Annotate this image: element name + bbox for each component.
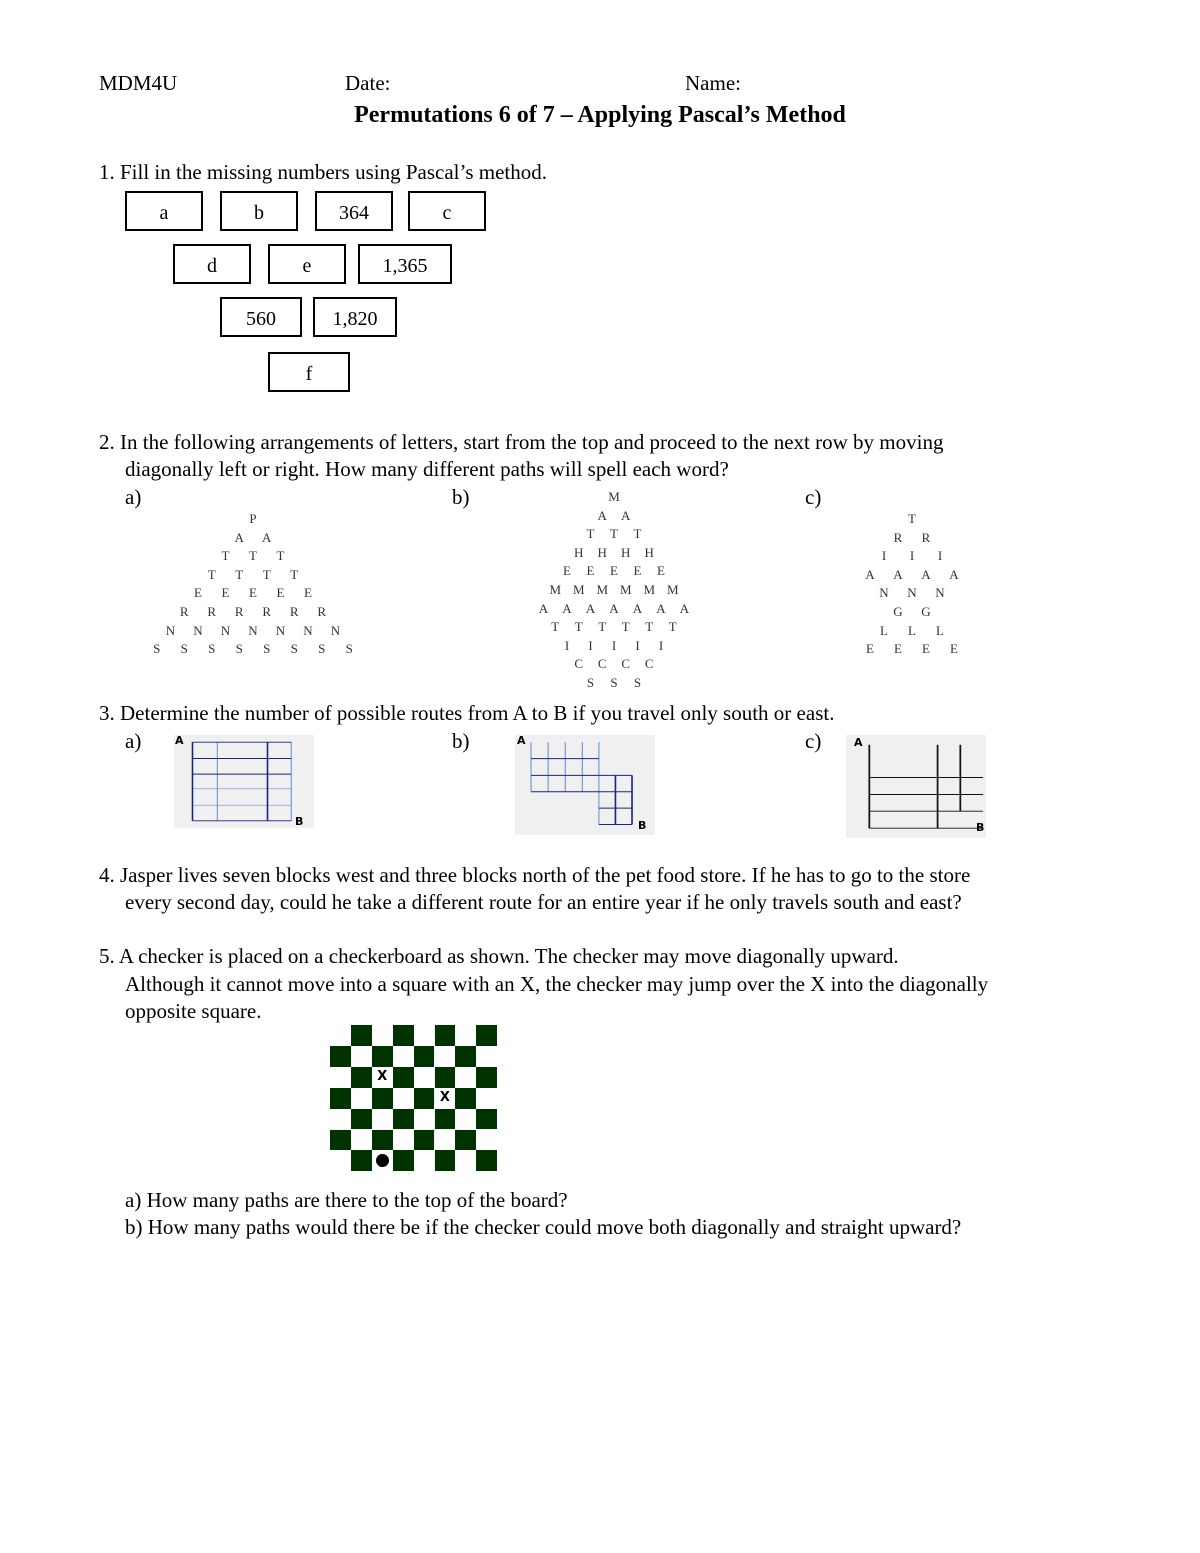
light-square <box>476 1130 497 1151</box>
pyramid-letter: E <box>304 585 312 601</box>
pyramid-letter: I <box>937 548 943 564</box>
light-square <box>330 1109 351 1130</box>
pyramid-letter: I <box>635 637 640 653</box>
pyramid-letter: E <box>950 641 958 657</box>
light-square <box>476 1046 497 1067</box>
q2-label-c: c) <box>805 485 822 509</box>
pyramid-row <box>103 603 403 622</box>
course-code: MDM4U <box>99 71 178 95</box>
dark-square <box>372 1046 393 1067</box>
pyramid-letter: M <box>608 489 620 504</box>
light-square <box>455 1067 476 1088</box>
pyramid-row <box>464 600 764 619</box>
light-square <box>393 1046 414 1067</box>
pyramid-row <box>762 622 1062 641</box>
pyramid-letter: T <box>249 548 257 564</box>
light-square <box>455 1025 476 1046</box>
pascal-box: e <box>268 244 346 284</box>
pyramid-letter: R <box>289 603 299 619</box>
pyramid-letter: R <box>234 603 244 619</box>
pyramid-letter: R <box>893 529 903 545</box>
checkerboard <box>330 1025 497 1171</box>
pyramid-letter: E <box>586 563 595 579</box>
dark-square <box>435 1025 456 1046</box>
pyramid-letter: H <box>574 544 584 560</box>
pyramid-letter: C <box>574 656 584 672</box>
route-grid-b <box>515 735 655 835</box>
dark-square <box>455 1088 476 1109</box>
dark-square <box>435 1150 456 1171</box>
light-square <box>393 1130 414 1151</box>
start-point-a: A <box>175 734 184 747</box>
pyramid-letter: S <box>345 641 353 657</box>
page-title: Permutations 6 of 7 – Applying Pascal’s Method <box>354 102 846 128</box>
light-square <box>372 1025 393 1046</box>
pyramid-letter: E <box>221 585 230 601</box>
q5-text-line3: opposite square. <box>125 999 262 1023</box>
q2-label-a: a) <box>125 485 142 509</box>
light-square <box>414 1150 435 1171</box>
q4-text-line1: 4. Jasper lives seven blocks west and three blocks north of the pet food store. If he has to go to the store <box>99 863 971 887</box>
dark-square <box>372 1088 393 1109</box>
pyramid-letter: L <box>880 622 888 638</box>
light-square <box>351 1046 372 1067</box>
pyramid-letter: R <box>921 529 931 545</box>
dark-square <box>330 1046 351 1067</box>
pyramid-row <box>464 674 764 693</box>
pyramid-letter: S <box>208 641 216 657</box>
dark-square <box>455 1046 476 1067</box>
q1-text: 1. Fill in the missing numbers using Pascal’s method. <box>99 160 547 184</box>
pyramid-letter: N <box>193 622 203 638</box>
pyramid-letter: E <box>610 563 618 579</box>
pyramid-letter: M <box>549 581 562 597</box>
letter-pyramid-c <box>762 510 1062 659</box>
q4-text-line2: every second day, could he take a different route for an entire year if he only travels south and east? <box>125 890 962 914</box>
pyramid-letter: N <box>879 585 889 601</box>
pyramid-letter: E <box>633 563 642 579</box>
pyramid-letter: E <box>922 641 930 657</box>
pyramid-letter: A <box>538 600 549 616</box>
pyramid-letter: S <box>263 641 271 657</box>
pascal-box: 364 <box>315 191 393 231</box>
pyramid-letter: H <box>644 544 654 560</box>
pyramid-letter: A <box>621 507 631 523</box>
pyramid-letter: R <box>179 603 189 619</box>
pyramid-letter: A <box>234 529 244 545</box>
pyramid-letter: N <box>935 585 945 601</box>
pyramid-letter: A <box>609 600 619 616</box>
pyramid-row <box>464 655 764 674</box>
pyramid-row <box>464 581 764 600</box>
pyramid-letter: T <box>551 619 560 635</box>
pyramid-letter: T <box>668 619 677 635</box>
pyramid-letter: T <box>633 526 642 542</box>
pyramid-letter: A <box>949 566 959 582</box>
dark-square <box>330 1130 351 1151</box>
pyramid-letter: I <box>909 548 915 564</box>
dark-square <box>330 1088 351 1109</box>
pyramid-letter: A <box>262 529 272 545</box>
pyramid-letter: P <box>249 511 257 526</box>
pyramid-row <box>464 562 764 581</box>
pascal-box: 560 <box>220 297 302 337</box>
light-square <box>351 1088 372 1109</box>
pyramid-letter: A <box>921 566 931 582</box>
pyramid-letter: I <box>564 637 570 653</box>
pyramid-letter: N <box>248 622 258 638</box>
pyramid-letter: T <box>586 526 595 542</box>
light-square <box>414 1025 435 1046</box>
pyramid-row <box>464 618 764 637</box>
dark-square <box>435 1109 456 1130</box>
dark-square <box>476 1025 497 1046</box>
q3-label-a: a) <box>125 729 142 753</box>
pyramid-letter: M <box>619 581 632 597</box>
dark-square <box>393 1025 414 1046</box>
q5a-text: a) How many paths are there to the top of the board? <box>125 1188 568 1212</box>
pyramid-letter: C <box>644 656 654 672</box>
pyramid-letter: E <box>276 585 285 601</box>
dark-square <box>393 1109 414 1130</box>
pyramid-letter: I <box>658 637 664 653</box>
pyramid-letter: A <box>865 566 875 582</box>
light-square <box>330 1150 351 1171</box>
pascal-box: f <box>268 352 350 392</box>
dark-square <box>351 1067 372 1088</box>
pyramid-row <box>103 566 403 585</box>
pyramid-letter: T <box>221 548 230 564</box>
start-point-a: A <box>854 736 863 749</box>
pyramid-letter: N <box>220 622 231 638</box>
end-point-b: B <box>295 815 304 828</box>
pyramid-letter: C <box>597 656 607 672</box>
light-square <box>372 1109 393 1130</box>
light-square <box>330 1025 351 1046</box>
route-grid-c <box>846 735 986 838</box>
light-square <box>476 1088 497 1109</box>
pyramid-letter: S <box>153 641 161 657</box>
dark-square <box>414 1046 435 1067</box>
name-label: Name: <box>685 71 741 95</box>
q5-text-line1: 5. A checker is placed on a checkerboard as shown. The checker may move diagonally upward. <box>99 944 899 968</box>
dark-square <box>414 1130 435 1151</box>
pyramid-letter: N <box>275 622 286 638</box>
pyramid-letter: C <box>621 656 631 672</box>
pyramid-letter: L <box>936 622 944 638</box>
pyramid-letter: T <box>276 548 285 564</box>
light-square <box>455 1109 476 1130</box>
pyramid-letter: S <box>290 641 298 657</box>
route-grid-a <box>174 735 314 828</box>
pyramid-row <box>762 584 1062 603</box>
pyramid-letter: A <box>585 600 596 616</box>
pyramid-letter: S <box>318 641 326 657</box>
q3-text: 3. Determine the number of possible routes from A to B if you travel only south or east. <box>99 701 835 725</box>
light-square <box>351 1130 372 1151</box>
pyramid-letter: I <box>881 548 887 564</box>
blocked-square-x: X <box>372 1067 393 1088</box>
q5-text-line2: Although it cannot move into a square with an X, the checker may jump over the X into the diagonally <box>125 972 989 996</box>
pyramid-letter: T <box>207 566 216 582</box>
q2-text-line2: diagonally left or right. How many different paths will spell each word? <box>125 457 729 481</box>
dark-square <box>455 1130 476 1151</box>
pyramid-letter: R <box>207 603 217 619</box>
q3-label-c: c) <box>805 729 822 753</box>
letter-pyramid-b <box>464 488 764 693</box>
pyramid-letter: E <box>866 641 874 657</box>
dark-square <box>393 1150 414 1171</box>
dark-square <box>351 1150 372 1171</box>
pyramid-letter: A <box>632 600 643 616</box>
dark-square <box>476 1109 497 1130</box>
pyramid-letter: T <box>621 619 630 635</box>
pascal-box: 1,820 <box>313 297 397 337</box>
pyramid-row <box>464 544 764 563</box>
dark-square <box>393 1067 414 1088</box>
dark-square <box>476 1150 497 1171</box>
dark-square <box>372 1130 393 1151</box>
pyramid-letter: A <box>562 600 572 616</box>
dark-square <box>414 1088 435 1109</box>
q3-label-b: b) <box>452 729 470 753</box>
dark-square <box>435 1067 456 1088</box>
date-label: Date: <box>345 71 391 95</box>
pyramid-letter: H <box>597 544 607 560</box>
pyramid-row <box>103 529 403 548</box>
q5b-text: b) How many paths would there be if the checker could move both diagonally and straight upward? <box>125 1215 962 1239</box>
light-square <box>414 1067 435 1088</box>
pyramid-letter: E <box>249 585 257 601</box>
pyramid-row <box>103 640 403 659</box>
end-point-b: B <box>638 819 647 832</box>
pyramid-letter: T <box>645 619 654 635</box>
light-square <box>455 1150 476 1171</box>
pyramid-letter: T <box>610 526 618 542</box>
pyramid-letter: T <box>574 619 583 635</box>
pyramid-row <box>762 603 1062 622</box>
pascal-box: 1,365 <box>358 244 452 284</box>
pyramid-letter: S <box>586 674 595 690</box>
pyramid-letter: M <box>643 581 656 597</box>
pyramid-letter: T <box>235 566 244 582</box>
pyramid-letter: H <box>621 544 631 560</box>
light-square <box>393 1088 414 1109</box>
pyramid-row <box>762 640 1062 659</box>
start-point-a: A <box>517 734 526 747</box>
pyramid-row <box>103 622 403 641</box>
pyramid-row <box>762 510 1062 529</box>
pyramid-row <box>464 488 764 507</box>
pyramid-letter: M <box>666 581 679 597</box>
pyramid-row <box>762 547 1062 566</box>
pyramid-letter: A <box>679 600 690 616</box>
pyramid-letter: A <box>656 600 666 616</box>
pyramid-letter: M <box>596 581 609 597</box>
pyramid-letter: R <box>317 603 327 619</box>
pyramid-letter: E <box>563 563 571 579</box>
pyramid-row <box>103 510 403 529</box>
pyramid-row <box>103 547 403 566</box>
pyramid-letter: T <box>598 619 607 635</box>
light-square <box>435 1046 456 1067</box>
q2-text-line1: 2. In the following arrangements of letters, start from the top and proceed to the next row by moving <box>99 430 944 454</box>
light-square <box>435 1130 456 1151</box>
pyramid-letter: T <box>262 566 271 582</box>
pyramid-letter: R <box>262 603 272 619</box>
light-square <box>330 1067 351 1088</box>
pyramid-letter: M <box>572 581 585 597</box>
pyramid-row <box>762 566 1062 585</box>
pyramid-letter: A <box>893 566 903 582</box>
pyramid-letter: I <box>588 637 593 653</box>
checker-piece <box>376 1154 389 1167</box>
pyramid-row <box>464 507 764 526</box>
end-point-b: B <box>976 821 985 834</box>
pyramid-letter: N <box>165 622 176 638</box>
pyramid-letter: S <box>610 674 618 690</box>
light-square <box>414 1109 435 1130</box>
dark-square <box>351 1109 372 1130</box>
pyramid-letter: G <box>893 603 903 619</box>
pyramid-letter: N <box>907 585 917 601</box>
letter-pyramid-a <box>103 510 403 659</box>
light-square <box>372 1150 393 1171</box>
pyramid-letter: E <box>657 563 665 579</box>
pyramid-letter: S <box>235 641 243 657</box>
pyramid-row <box>464 637 764 656</box>
dark-square <box>351 1025 372 1046</box>
pyramid-letter: S <box>180 641 188 657</box>
pyramid-letter: I <box>611 637 617 653</box>
pyramid-letter: G <box>921 603 931 619</box>
pascal-box: d <box>173 244 251 284</box>
pascal-box: b <box>220 191 298 231</box>
pyramid-row <box>464 525 764 544</box>
pyramid-letter: L <box>908 622 916 638</box>
pyramid-letter: E <box>194 585 202 601</box>
pyramid-letter: T <box>908 511 916 526</box>
pyramid-letter: E <box>894 641 902 657</box>
pascal-box: a <box>125 191 203 231</box>
pyramid-letter: N <box>303 622 313 638</box>
pyramid-letter: T <box>290 566 299 582</box>
pascal-box: c <box>408 191 486 231</box>
q2-label-b: b) <box>452 485 470 509</box>
pyramid-letter: S <box>633 674 642 690</box>
pyramid-row <box>103 584 403 603</box>
pyramid-letter: N <box>330 622 341 638</box>
pyramid-letter: A <box>597 507 607 523</box>
blocked-square-x: X <box>435 1088 456 1109</box>
pyramid-row <box>762 529 1062 548</box>
dark-square <box>476 1067 497 1088</box>
